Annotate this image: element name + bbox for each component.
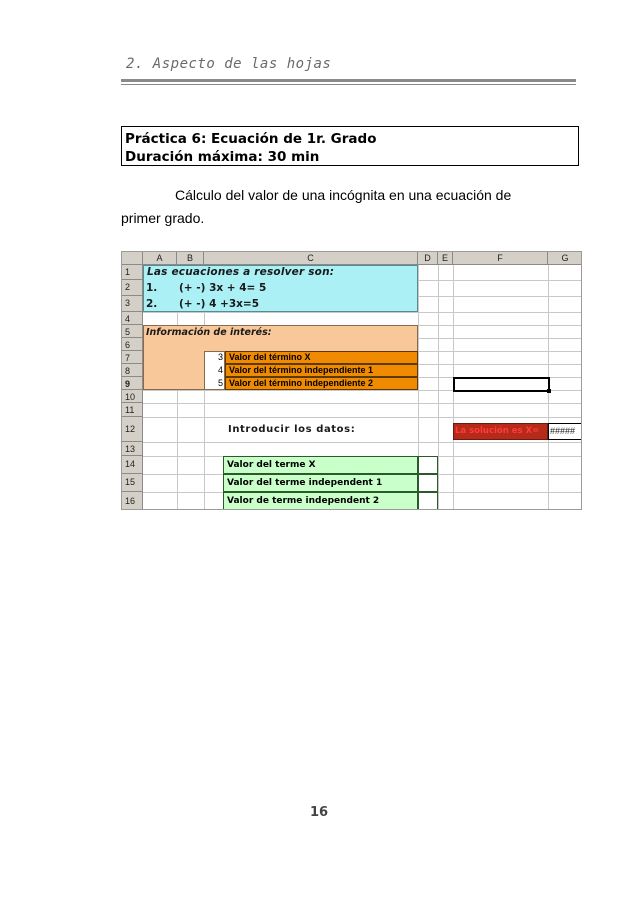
- col-header-c: C: [204, 252, 418, 265]
- input-cell-terme-independent-2[interactable]: [418, 492, 438, 510]
- row-header-15: 15: [122, 474, 143, 492]
- equation-2-num: 2.: [146, 298, 158, 310]
- grid-line: [143, 403, 582, 404]
- row-header-3: 3: [122, 296, 143, 312]
- row-header-8: 8: [122, 364, 143, 377]
- equation-2: (+ -) 4 +3x=5: [179, 298, 260, 310]
- col-header-b: B: [177, 252, 204, 265]
- row-header-13: 13: [122, 442, 143, 456]
- equation-1: (+ -) 3x + 4= 5: [179, 282, 267, 294]
- input-label-terme-independent-2: Valor de terme independent 2: [223, 492, 418, 510]
- row-header-9: 9: [122, 377, 143, 390]
- value-x: 3: [217, 352, 223, 362]
- row-header-5: 5: [122, 325, 143, 338]
- col-header-g: G: [548, 252, 582, 265]
- practice-box: [121, 126, 579, 166]
- section-header: 2. Aspecto de las hojas: [126, 56, 332, 72]
- col-header-f: F: [453, 252, 548, 265]
- input-label-terme-x: Valor del terme X: [223, 456, 418, 474]
- row-header-1: 1: [122, 265, 143, 280]
- header-rule-thin: [121, 84, 576, 85]
- intro-line-1: Cálculo del valor de una incógnita en una ecuación de: [175, 187, 512, 203]
- row-header-7: 7: [122, 351, 143, 364]
- sheet-corner: [122, 252, 143, 265]
- page-number: 16: [309, 805, 329, 820]
- equation-1-num: 1.: [146, 282, 158, 294]
- info-title: Información de interés:: [146, 327, 272, 338]
- input-cell-terme-independent-1[interactable]: [418, 474, 438, 492]
- label-valor-termino-independiente-2: Valor del término independiente 2: [225, 377, 418, 390]
- practice-title: Práctica 6: Ecuación de 1r. Grado: [125, 131, 377, 147]
- row-header-16: 16: [122, 492, 143, 510]
- row-header-12: 12: [122, 417, 143, 442]
- row-header-10: 10: [122, 390, 143, 403]
- grid-line: [143, 442, 582, 443]
- value-independent-2: 5: [217, 378, 223, 388]
- row-header-14: 14: [122, 456, 143, 474]
- equations-title: Las ecuaciones a resolver son:: [147, 266, 335, 278]
- solution-value: #####: [550, 426, 576, 436]
- grid-line: [143, 417, 582, 418]
- input-title: Introducir los datos:: [228, 424, 356, 435]
- selected-cell[interactable]: [453, 377, 550, 392]
- intro-paragraph: [121, 184, 561, 230]
- practice-duration: Duración máxima: 30 min: [125, 149, 320, 165]
- row-header-6: 6: [122, 338, 143, 351]
- col-header-e: E: [438, 252, 453, 265]
- input-label-terme-independent-1: Valor del terme independent 1: [223, 474, 418, 492]
- input-cell-terme-x[interactable]: [418, 456, 438, 474]
- header-rule-thick: [121, 79, 576, 82]
- fill-handle[interactable]: [547, 389, 551, 393]
- solution-label: La solución es X=: [455, 426, 540, 436]
- grid-line: [143, 312, 582, 313]
- intro-line-2: primer grado.: [121, 210, 205, 226]
- spreadsheet-screenshot: [121, 251, 582, 510]
- row-header-11: 11: [122, 403, 143, 417]
- row-header-4: 4: [122, 312, 143, 325]
- label-valor-termino-independiente-1: Valor del término independiente 1: [225, 364, 418, 377]
- col-header-a: A: [143, 252, 177, 265]
- value-independent-1: 4: [217, 365, 223, 375]
- col-header-d: D: [418, 252, 438, 265]
- label-valor-termino-x: Valor del término X: [225, 351, 418, 364]
- row-header-2: 2: [122, 280, 143, 296]
